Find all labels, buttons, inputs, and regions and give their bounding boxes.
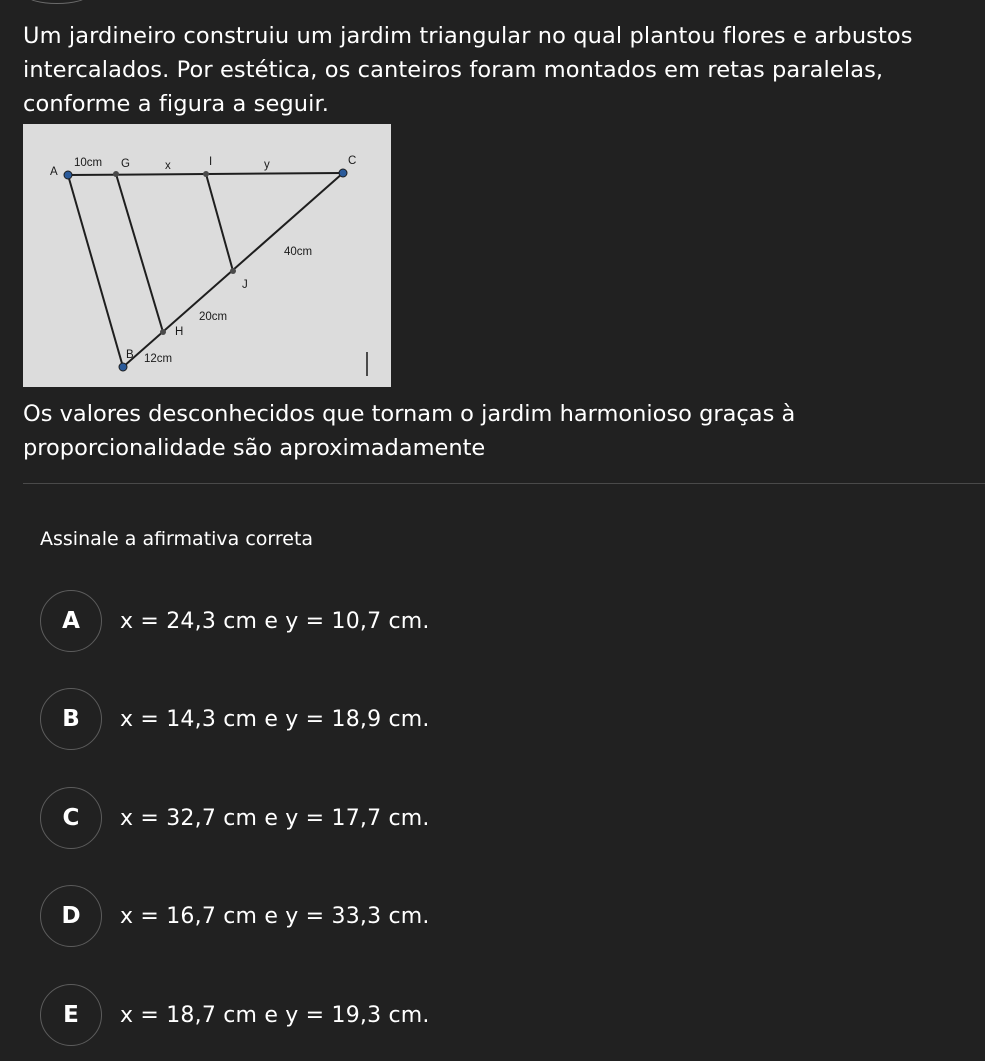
option-c[interactable] — [40, 785, 430, 851]
question-prompt: Os valores desconhecidos que tornam o jardim harmonioso graças à proporcionalidade são aproximadamente — [23, 401, 796, 461]
option-b[interactable] — [40, 686, 430, 752]
option-d[interactable] — [40, 883, 430, 949]
divider — [23, 483, 985, 484]
label-j: J — [242, 279, 248, 291]
option-letter-a[interactable]: A — [40, 590, 102, 652]
label-c: C — [348, 155, 357, 167]
point-g — [113, 171, 119, 177]
option-text-d: x = 16,7 cm e y = 33,3 cm. — [120, 903, 430, 929]
label-a: A — [50, 166, 58, 178]
point-i — [203, 171, 209, 177]
label-i: I — [209, 156, 213, 168]
option-text-a: x = 24,3 cm e y = 10,7 cm. — [120, 608, 430, 634]
point-b — [119, 363, 127, 371]
instruction-text: Assinale a afirmativa correta — [40, 528, 314, 550]
label-jh: 20cm — [199, 311, 228, 323]
label-g: G — [121, 158, 130, 170]
triangle-diagram — [23, 124, 391, 387]
segment-ij — [206, 174, 233, 271]
segment-gh — [116, 174, 163, 332]
question-intro: Um jardineiro construiu um jardim triangular no qual plantou flores e arbustos intercalados. Por estética, os canteiros foram montados em retas paralelas, conforme a figura a seguir. — [23, 23, 913, 117]
label-ic: 40cm — [284, 246, 313, 258]
option-letter-c[interactable]: C — [40, 787, 102, 849]
label-b: B — [126, 349, 134, 361]
option-letter-e[interactable]: E — [40, 984, 102, 1046]
option-text-c: x = 32,7 cm e y = 17,7 cm. — [120, 805, 430, 831]
point-a — [64, 171, 72, 179]
option-text-e: x = 18,7 cm e y = 19,3 cm. — [120, 1002, 430, 1028]
side-ab — [68, 175, 123, 367]
option-a[interactable] — [40, 588, 430, 654]
point-h — [160, 329, 166, 335]
label-x: x — [165, 160, 171, 172]
option-letter-d[interactable]: D — [40, 885, 102, 947]
point-j — [230, 268, 236, 274]
option-letter-b[interactable]: B — [40, 688, 102, 750]
option-text-b: x = 14,3 cm e y = 18,9 cm. — [120, 706, 430, 732]
triangle-figure — [23, 124, 391, 387]
option-e[interactable] — [40, 982, 430, 1048]
label-ag: 10cm — [74, 157, 103, 169]
label-y: y — [264, 159, 270, 171]
label-h: H — [175, 326, 184, 338]
previous-card-edge — [26, 0, 88, 4]
label-hb: 12cm — [144, 353, 173, 365]
point-c — [339, 169, 347, 177]
